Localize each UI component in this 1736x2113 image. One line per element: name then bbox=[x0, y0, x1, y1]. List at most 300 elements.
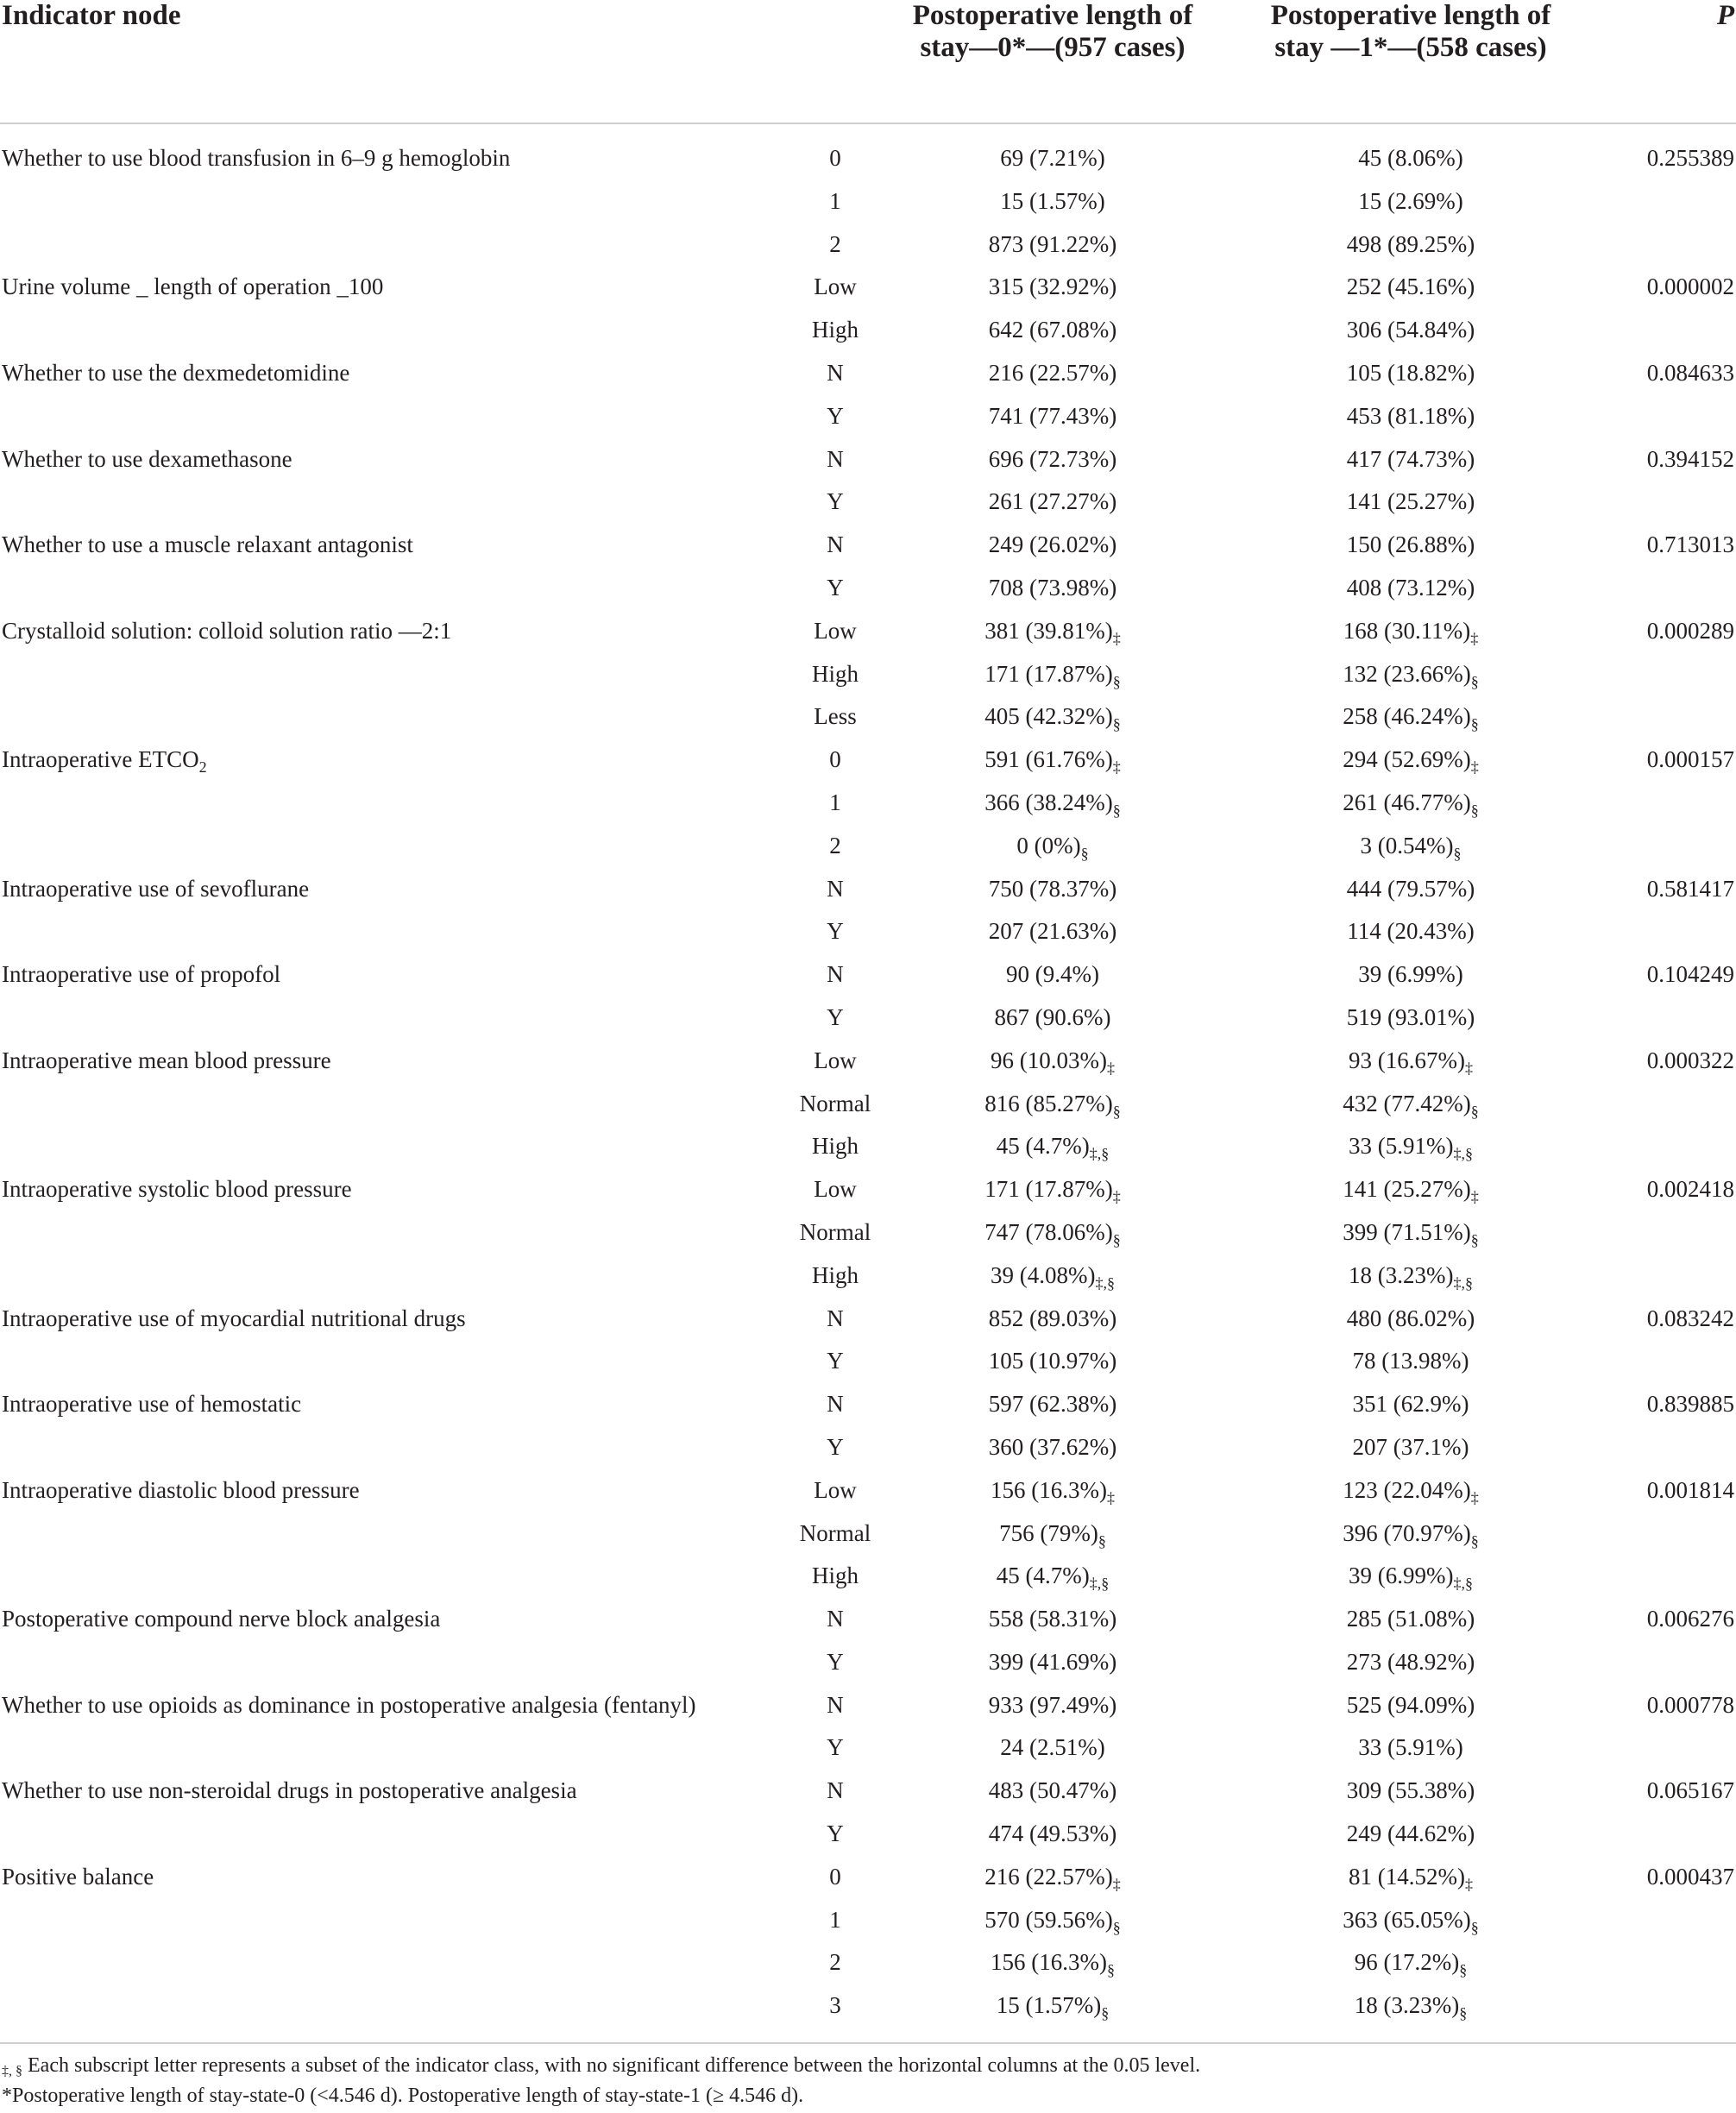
indicator-cell-text: Intraoperative use of sevoflurane bbox=[2, 875, 310, 902]
indicator-cell bbox=[2, 1598, 440, 1641]
level-cell bbox=[749, 524, 921, 567]
stay-1-cell bbox=[1264, 1125, 1557, 1171]
stay-0-cell-text: 708 (73.98%) bbox=[988, 574, 1117, 601]
subset-marker: § bbox=[1470, 1531, 1479, 1550]
table-row bbox=[0, 180, 1736, 223]
p-value-cell-text: 0.713013 bbox=[1646, 531, 1734, 558]
indicator-cell-text: Whether to use a muscle relaxant antagonist bbox=[2, 531, 413, 558]
indicator-cell bbox=[2, 1469, 360, 1512]
table-row bbox=[0, 868, 1736, 911]
indicator-cell-text: Intraoperative systolic blood pressure bbox=[2, 1176, 352, 1203]
level-cell bbox=[749, 610, 921, 653]
subset-marker: ‡,§ bbox=[1089, 1575, 1110, 1593]
stay-1-cell-text: 78 (13.98%) bbox=[1352, 1348, 1469, 1374]
level-cell bbox=[749, 266, 921, 309]
stay-0-cell-text: 867 (90.6%) bbox=[994, 1003, 1111, 1030]
stay-1-cell bbox=[1264, 1340, 1557, 1383]
subset-marker: ‡ bbox=[1470, 758, 1479, 777]
indicator-cell-text: Whether to use opioids as dominance in postoperative analgesia (fentanyl) bbox=[2, 1691, 696, 1718]
table-row bbox=[0, 997, 1736, 1040]
table-row bbox=[0, 309, 1736, 352]
level-cell-text: Less bbox=[814, 703, 857, 730]
p-value-cell-text: 0.001814 bbox=[1646, 1476, 1734, 1503]
stay-0-cell-text: 474 (49.53%) bbox=[988, 1821, 1117, 1847]
stay-1-cell-text: 309 (55.38%) bbox=[1346, 1777, 1475, 1804]
level-cell bbox=[749, 1340, 921, 1383]
level-cell bbox=[749, 1469, 921, 1512]
level-cell bbox=[749, 1555, 921, 1598]
stay-1-cell bbox=[1264, 1168, 1557, 1214]
level-cell-text: 2 bbox=[829, 230, 841, 257]
table-row bbox=[0, 1813, 1736, 1856]
indicator-cell bbox=[2, 352, 349, 395]
level-cell-text: Low bbox=[814, 1047, 857, 1073]
level-cell bbox=[749, 1298, 921, 1341]
table-row bbox=[0, 1856, 1736, 1899]
p-value-cell bbox=[1570, 137, 1734, 180]
level-cell-text: 0 bbox=[829, 1863, 841, 1890]
level-cell-text: N bbox=[827, 875, 844, 902]
stay-0-cell bbox=[923, 1813, 1182, 1856]
subset-marker: ‡ bbox=[1112, 1875, 1121, 1893]
subset-marker: ‡,§ bbox=[1089, 1145, 1110, 1163]
table-row bbox=[0, 1598, 1736, 1641]
table-row bbox=[0, 1211, 1736, 1255]
p-value-cell bbox=[1570, 1856, 1734, 1899]
indicator-cell-text: Urine volume _ length of operation _100 bbox=[2, 274, 384, 300]
level-cell bbox=[749, 1726, 921, 1770]
stay-0-cell-text: 366 (38.24%) bbox=[984, 789, 1113, 815]
stay-0-cell bbox=[923, 481, 1182, 524]
subset-marker: ‡ bbox=[1470, 1488, 1479, 1506]
stay-0-cell-text: 570 (59.56%) bbox=[984, 1906, 1113, 1933]
stay-0-cell-text: 39 (4.08%) bbox=[991, 1261, 1096, 1288]
subset-marker: ‡ bbox=[1112, 1188, 1121, 1206]
stay-0-cell bbox=[923, 352, 1182, 395]
level-cell-text: High bbox=[812, 1563, 859, 1589]
stay-1-cell-text: 525 (94.09%) bbox=[1346, 1691, 1475, 1718]
stay-0-cell bbox=[923, 653, 1182, 699]
table-row bbox=[0, 1298, 1736, 1341]
level-cell-text: Low bbox=[814, 1476, 857, 1503]
stay-1-cell bbox=[1264, 1984, 1557, 2030]
stay-0-cell-text: 933 (97.49%) bbox=[988, 1691, 1117, 1718]
p-value-cell-text: 0.000778 bbox=[1646, 1691, 1734, 1718]
p-value-cell bbox=[1570, 739, 1734, 782]
p-value-cell-text: 0.000437 bbox=[1646, 1863, 1734, 1890]
level-cell bbox=[749, 180, 921, 223]
level-cell-text: Y bbox=[827, 488, 844, 515]
stay-0-cell bbox=[923, 868, 1182, 911]
indicator-cell-text: Intraoperative mean blood pressure bbox=[2, 1047, 331, 1073]
p-value-cell-text: 0.000157 bbox=[1646, 746, 1734, 773]
subset-marker: ‡ bbox=[1470, 1188, 1479, 1206]
level-cell-text: 0 bbox=[829, 746, 841, 773]
indicator-cell-text: Whether to use dexamethasone bbox=[2, 445, 292, 472]
table-row bbox=[0, 1168, 1736, 1211]
table-row bbox=[0, 438, 1736, 481]
table-header bbox=[0, 0, 1736, 124]
stay-1-cell bbox=[1264, 1555, 1557, 1600]
stay-0-cell bbox=[923, 1598, 1182, 1641]
stay-1-cell bbox=[1264, 610, 1557, 656]
stay-1-cell-text: 18 (3.23%) bbox=[1354, 1992, 1460, 2019]
indicator-cell-text: Whether to use non-steroidal drugs in postoperative analgesia bbox=[2, 1777, 577, 1804]
stay-0-cell-text: 0 (0%) bbox=[1016, 832, 1081, 858]
table-row bbox=[0, 1469, 1736, 1512]
stay-1-cell bbox=[1264, 1899, 1557, 1945]
stay-0-cell-text: 96 (10.03%) bbox=[991, 1047, 1107, 1073]
level-cell-text: 0 bbox=[829, 145, 841, 171]
level-cell bbox=[749, 481, 921, 524]
stay-0-cell-text: 156 (16.3%) bbox=[991, 1476, 1107, 1503]
stay-0-cell-text: 216 (22.57%) bbox=[984, 1863, 1113, 1890]
level-cell bbox=[749, 910, 921, 953]
stay-1-cell-text: 249 (44.62%) bbox=[1346, 1821, 1475, 1847]
p-value-cell-text: 0.065167 bbox=[1646, 1777, 1734, 1804]
stay-0-cell bbox=[923, 1726, 1182, 1770]
level-cell bbox=[749, 739, 921, 782]
table-row bbox=[0, 1340, 1736, 1383]
stay-0-cell bbox=[923, 1298, 1182, 1341]
stay-1-cell-text: 33 (5.91%) bbox=[1358, 1734, 1463, 1761]
indicator-cell-text: Whether to use blood transfusion in 6–9 g hemoglobin bbox=[2, 145, 511, 171]
stay-0-cell-text: 873 (91.22%) bbox=[988, 230, 1117, 257]
p-value-cell-text: 0.581417 bbox=[1646, 875, 1734, 902]
level-cell-text: Low bbox=[814, 617, 857, 644]
p-value-cell-text: 0.000002 bbox=[1646, 274, 1734, 300]
stay-1-cell-text: 408 (73.12%) bbox=[1346, 574, 1475, 601]
stay-1-cell bbox=[1264, 1770, 1557, 1813]
header-stay-0: Postoperative length of stay—0*—(957 cases) bbox=[912, 0, 1193, 63]
level-cell bbox=[749, 1941, 921, 1984]
stay-0-cell-text: 90 (9.4%) bbox=[1006, 961, 1099, 988]
level-cell-text: Normal bbox=[799, 1519, 871, 1546]
stay-1-cell bbox=[1264, 309, 1557, 352]
p-value-cell bbox=[1570, 1469, 1734, 1512]
indicator-cell bbox=[2, 739, 207, 784]
stay-0-cell bbox=[923, 1125, 1182, 1171]
stay-0-cell-text: 45 (4.7%) bbox=[996, 1563, 1090, 1589]
level-cell-text: N bbox=[827, 1305, 844, 1331]
level-cell-text: N bbox=[827, 531, 844, 558]
stay-1-cell-text: 519 (93.01%) bbox=[1346, 1003, 1475, 1030]
stay-1-cell bbox=[1264, 1941, 1557, 1987]
indicator-cell bbox=[2, 266, 383, 309]
stay-1-cell-text: 132 (23.66%) bbox=[1343, 660, 1471, 687]
subset-marker: § bbox=[1112, 1102, 1121, 1120]
stay-1-cell bbox=[1264, 481, 1557, 524]
p-value-cell-text: 0.002418 bbox=[1646, 1176, 1734, 1203]
table-row bbox=[0, 610, 1736, 653]
level-cell-text: Y bbox=[827, 1003, 844, 1030]
stay-1-cell bbox=[1264, 1040, 1557, 1085]
table-row bbox=[0, 1555, 1736, 1598]
level-cell bbox=[749, 695, 921, 739]
stay-0-cell bbox=[923, 1083, 1182, 1129]
level-cell bbox=[749, 1383, 921, 1426]
stay-0-cell bbox=[923, 1899, 1182, 1945]
stay-0-cell-text: 558 (58.31%) bbox=[988, 1606, 1117, 1632]
subset-marker: § bbox=[1470, 715, 1479, 733]
subset-marker: § bbox=[1470, 1230, 1479, 1248]
table-row bbox=[0, 1125, 1736, 1168]
level-cell-text: Normal bbox=[799, 1218, 871, 1245]
table-row bbox=[0, 1512, 1736, 1556]
level-cell-text: N bbox=[827, 1777, 844, 1804]
indicator-cell bbox=[2, 868, 309, 911]
stay-0-cell-text: 171 (17.87%) bbox=[984, 660, 1113, 687]
p-value-cell bbox=[1570, 1040, 1734, 1083]
stay-1-cell bbox=[1264, 1856, 1557, 1902]
stay-0-cell-text: 15 (1.57%) bbox=[996, 1992, 1102, 2019]
p-value-cell-text: 0.839885 bbox=[1646, 1391, 1734, 1418]
stay-1-cell-text: 261 (46.77%) bbox=[1343, 789, 1471, 815]
level-cell-text: N bbox=[827, 1606, 844, 1632]
level-cell bbox=[749, 1083, 921, 1126]
subset-marker: § bbox=[1459, 1961, 1468, 1979]
indicator-cell bbox=[2, 1168, 352, 1211]
subset-marker: ‡ bbox=[1464, 1059, 1473, 1077]
level-cell bbox=[749, 1168, 921, 1211]
table-row bbox=[0, 1899, 1736, 1942]
level-cell bbox=[749, 868, 921, 911]
stay-0-cell bbox=[923, 180, 1182, 223]
table-row bbox=[0, 1941, 1736, 1984]
stay-1-cell-text: 39 (6.99%) bbox=[1349, 1563, 1454, 1589]
level-cell bbox=[749, 1856, 921, 1899]
stay-1-cell-text: 114 (20.43%) bbox=[1347, 918, 1475, 945]
p-value-cell bbox=[1570, 352, 1734, 395]
stay-0-cell bbox=[923, 1340, 1182, 1383]
stay-0-cell-text: 207 (21.63%) bbox=[988, 918, 1117, 945]
stay-1-cell bbox=[1264, 1641, 1557, 1684]
indicator-cell bbox=[2, 524, 413, 567]
subset-marker: § bbox=[1101, 2004, 1110, 2022]
stay-0-cell-text: 105 (10.97%) bbox=[988, 1348, 1117, 1374]
table-row bbox=[0, 1726, 1736, 1770]
header-indicator: Indicator node bbox=[2, 0, 181, 31]
stay-0-cell bbox=[923, 782, 1182, 827]
indicator-cell bbox=[2, 1383, 301, 1426]
table-row bbox=[0, 1383, 1736, 1426]
p-value-cell bbox=[1570, 1684, 1734, 1727]
stay-1-cell bbox=[1264, 1255, 1557, 1300]
subset-marker: § bbox=[1112, 801, 1121, 819]
stay-0-cell bbox=[923, 1255, 1182, 1300]
level-cell bbox=[749, 825, 921, 868]
stay-0-cell bbox=[923, 953, 1182, 997]
table-row bbox=[0, 1770, 1736, 1813]
stay-0-cell bbox=[923, 1941, 1182, 1987]
level-cell-text: High bbox=[812, 660, 859, 687]
table-row bbox=[0, 653, 1736, 696]
stay-1-cell-text: 399 (71.51%) bbox=[1343, 1218, 1471, 1245]
stay-0-cell bbox=[923, 1555, 1182, 1600]
subset-marker: ‡,§ bbox=[1453, 1145, 1473, 1163]
level-cell bbox=[749, 1684, 921, 1727]
indicator-cell-text: Intraoperative use of myocardial nutritional drugs bbox=[2, 1305, 466, 1331]
subset-marker: ‡,§ bbox=[1453, 1273, 1473, 1292]
stay-0-cell-text: 756 (79%) bbox=[999, 1519, 1098, 1546]
table-row bbox=[0, 1040, 1736, 1083]
p-value-cell-text: 0.255389 bbox=[1646, 145, 1734, 171]
stay-1-cell-text: 18 (3.23%) bbox=[1349, 1261, 1454, 1288]
stay-1-cell-text: 273 (48.92%) bbox=[1346, 1648, 1475, 1675]
level-cell-text: Normal bbox=[799, 1090, 871, 1116]
indicator-cell bbox=[2, 1684, 696, 1727]
stay-1-cell bbox=[1264, 223, 1557, 267]
level-cell bbox=[749, 309, 921, 352]
stay-1-cell-text: 252 (45.16%) bbox=[1346, 274, 1475, 300]
stay-0-cell bbox=[923, 997, 1182, 1040]
level-cell bbox=[749, 1899, 921, 1942]
stay-0-cell-text: 216 (22.57%) bbox=[988, 359, 1117, 386]
level-cell bbox=[749, 953, 921, 997]
stay-1-cell bbox=[1264, 180, 1557, 223]
stay-0-cell-text: 171 (17.87%) bbox=[984, 1176, 1113, 1203]
table-row bbox=[0, 1083, 1736, 1126]
stay-0-cell-text: 249 (26.02%) bbox=[988, 531, 1117, 558]
subset-marker: § bbox=[1106, 1961, 1115, 1979]
stay-1-cell-text: 432 (77.42%) bbox=[1343, 1090, 1471, 1116]
indicator-cell-text: Positive balance bbox=[2, 1863, 154, 1890]
stay-0-cell-text: 483 (50.47%) bbox=[988, 1777, 1117, 1804]
stay-1-cell-text: 96 (17.2%) bbox=[1354, 1949, 1460, 1976]
table-row bbox=[0, 266, 1736, 309]
stay-0-cell bbox=[923, 1168, 1182, 1214]
stay-0-cell bbox=[923, 395, 1182, 438]
subset-marker: § bbox=[1459, 2004, 1468, 2022]
stay-1-cell bbox=[1264, 1813, 1557, 1856]
stay-0-cell-text: 591 (61.76%) bbox=[984, 746, 1113, 773]
level-cell bbox=[749, 1984, 921, 2028]
stay-0-cell-text: 399 (41.69%) bbox=[988, 1648, 1117, 1675]
stay-0-cell bbox=[923, 1770, 1182, 1813]
subset-marker: § bbox=[1080, 844, 1089, 862]
level-cell-text: Y bbox=[827, 402, 844, 429]
stay-0-cell-text: 750 (78.37%) bbox=[988, 875, 1117, 902]
subset-marker: ‡ bbox=[1112, 629, 1121, 647]
subset-marker: ‡ bbox=[1106, 1059, 1115, 1077]
stay-1-cell bbox=[1264, 266, 1557, 309]
indicator-cell-text: Intraoperative use of propofol bbox=[2, 961, 281, 988]
stay-1-cell-text: 363 (65.05%) bbox=[1343, 1906, 1471, 1933]
level-cell-text: Y bbox=[827, 1348, 844, 1374]
p-value-cell bbox=[1570, 266, 1734, 309]
table-row bbox=[0, 223, 1736, 267]
stay-1-cell-text: 258 (46.24%) bbox=[1343, 703, 1471, 730]
level-cell-text: N bbox=[827, 445, 844, 472]
level-cell bbox=[749, 1040, 921, 1083]
stay-1-cell-text: 150 (26.88%) bbox=[1346, 531, 1475, 558]
stay-0-cell-text: 24 (2.51%) bbox=[1000, 1734, 1105, 1761]
subset-marker: § bbox=[1112, 1230, 1121, 1248]
footnote-symbols: ‡, § bbox=[2, 2064, 22, 2078]
stay-1-cell bbox=[1264, 438, 1557, 481]
subset-marker: ‡,§ bbox=[1095, 1273, 1115, 1292]
level-cell bbox=[749, 352, 921, 395]
table-row bbox=[0, 782, 1736, 825]
p-value-cell-text: 0.000289 bbox=[1646, 617, 1734, 644]
level-cell bbox=[749, 1813, 921, 1856]
stay-1-cell-text: 396 (70.97%) bbox=[1343, 1519, 1471, 1546]
stay-0-cell bbox=[923, 309, 1182, 352]
subset-marker: § bbox=[1470, 801, 1479, 819]
stay-0-cell-text: 852 (89.03%) bbox=[988, 1305, 1117, 1331]
stay-0-cell-text: 696 (72.73%) bbox=[988, 445, 1117, 472]
bottom-rule bbox=[0, 2042, 1736, 2044]
stay-1-cell bbox=[1264, 567, 1557, 610]
stay-0-cell-text: 741 (77.43%) bbox=[988, 402, 1117, 429]
table-row bbox=[0, 953, 1736, 997]
level-cell bbox=[749, 1598, 921, 1641]
indicator-cell-text: Intraoperative diastolic blood pressure bbox=[2, 1476, 360, 1503]
p-value-cell bbox=[1570, 953, 1734, 997]
level-cell-text: High bbox=[812, 1133, 859, 1160]
stay-0-cell-text: 642 (67.08%) bbox=[988, 317, 1117, 343]
level-cell-text: N bbox=[827, 359, 844, 386]
stay-1-cell bbox=[1264, 1469, 1557, 1515]
stay-0-cell bbox=[923, 1426, 1182, 1469]
stay-1-cell bbox=[1264, 137, 1557, 180]
header-stay-1: Postoperative length of stay —1*—(558 cases) bbox=[1270, 0, 1551, 63]
p-value-cell-text: 0.083242 bbox=[1646, 1305, 1734, 1331]
stay-1-cell bbox=[1264, 1383, 1557, 1426]
stay-1-cell bbox=[1264, 1684, 1557, 1727]
stay-1-cell-text: 453 (81.18%) bbox=[1346, 402, 1475, 429]
stay-1-cell-text: 93 (16.67%) bbox=[1349, 1047, 1465, 1073]
level-cell bbox=[749, 1770, 921, 1813]
table-row bbox=[0, 1984, 1736, 2028]
table-row bbox=[0, 137, 1736, 180]
stay-1-cell bbox=[1264, 825, 1557, 871]
level-cell-text: 1 bbox=[829, 187, 841, 214]
stay-0-cell bbox=[923, 223, 1182, 267]
indicator-cell bbox=[2, 1856, 154, 1899]
p-value-cell-text: 0.084633 bbox=[1646, 359, 1734, 386]
subset-marker: § bbox=[1470, 1918, 1479, 1936]
stay-1-cell-text: 15 (2.69%) bbox=[1358, 187, 1463, 214]
stay-0-cell-text: 381 (39.81%) bbox=[984, 617, 1113, 644]
level-cell-text: N bbox=[827, 1691, 844, 1718]
stay-1-cell bbox=[1264, 1298, 1557, 1341]
stay-1-cell bbox=[1264, 1083, 1557, 1129]
indicator-cell bbox=[2, 953, 280, 997]
level-cell bbox=[749, 1211, 921, 1255]
subset-marker: ‡ bbox=[1112, 758, 1121, 777]
p-value-cell-text: 0.006276 bbox=[1646, 1606, 1734, 1632]
table-row bbox=[0, 739, 1736, 782]
level-cell-text: N bbox=[827, 961, 844, 988]
stay-0-cell bbox=[923, 567, 1182, 610]
stay-1-cell-text: 498 (89.25%) bbox=[1346, 230, 1475, 257]
level-cell-text: 1 bbox=[829, 1906, 841, 1933]
subset-marker: § bbox=[1098, 1531, 1106, 1550]
level-cell-text: Y bbox=[827, 1734, 844, 1761]
level-cell bbox=[749, 782, 921, 825]
stay-1-cell bbox=[1264, 524, 1557, 567]
p-value-cell bbox=[1570, 1598, 1734, 1641]
stay-1-cell bbox=[1264, 910, 1557, 953]
stay-0-cell-text: 315 (32.92%) bbox=[988, 274, 1117, 300]
p-value-cell bbox=[1570, 868, 1734, 911]
stay-1-cell-text: 141 (25.27%) bbox=[1343, 1176, 1471, 1203]
table-row bbox=[0, 825, 1736, 868]
subset-marker: ‡,§ bbox=[1453, 1575, 1473, 1593]
stay-1-cell bbox=[1264, 653, 1557, 699]
stay-0-cell bbox=[923, 1040, 1182, 1085]
